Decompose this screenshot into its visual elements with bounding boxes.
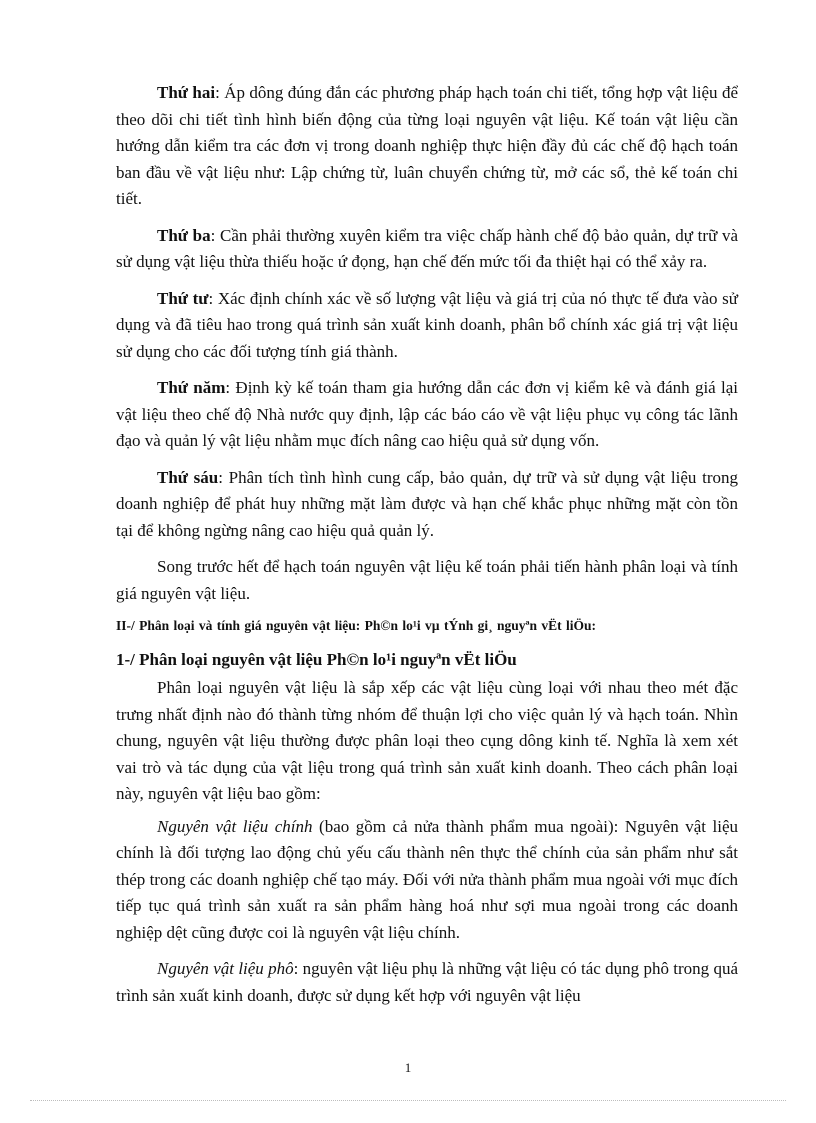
paragraph-aux-material xyxy=(116,956,738,1009)
paragraph-thu-nam xyxy=(116,375,738,455)
paragraph-thu-ba xyxy=(116,223,738,276)
paragraph-classification: Phân loại nguyên vật liệu là sắp xếp các vật liệu cùng loại với nhau theo mét đặc trưng nhất định nào đó thành từng nhóm để thuận lợi cho việc quản lý và hạch toán. Nhìn chung, nguyên vật liệu thường được phân loại theo cụng dông kinh tế. Nghĩa là xem xét vai trò và tác dụng của vật liệu trong quá trình sản xuất kinh doanh. Theo cách phân loại này, nguyên vật liệu bao gồm: xyxy=(116,678,738,803)
paragraph-thu-tu xyxy=(116,286,738,366)
lead-term: Thứ sáu xyxy=(157,467,219,487)
section-heading: II-/ Phân loại và tính giá nguyên vật liệu: Ph©n lo¹i vµ tÝnh gi¸ nguyªn vËt liÖu: xyxy=(116,618,597,633)
subsection-heading: 1-/ Phân loại nguyên vật liệu Ph©n lo¹i nguyªn vËt liÖu xyxy=(116,650,517,669)
paragraph-main-material xyxy=(116,814,738,947)
paragraph-text: : nguyên vật liệu phụ là những vật liệu có tác dụng phô trong quá trình sản xuất kinh doanh, được sử dụng kết hợp với nguyên vật liệu xyxy=(116,959,738,1005)
lead-term: Thứ tư xyxy=(157,288,209,308)
paragraph-text: : Cần phải thường xuyên kiểm tra việc chấp hành chế độ bảo quản, dự trữ và sử dụng vật liệu thừa thiếu hoặc ứ đọng, hạn chế đến mức tối đa thiệt hại có thể xảy ra. xyxy=(116,225,739,271)
main-material-term: Nguyên vật liệu chính xyxy=(157,816,313,836)
page-number: 1 xyxy=(404,1060,412,1075)
paragraph-thu-hai xyxy=(116,80,738,213)
paragraph-thu-sau xyxy=(116,465,738,545)
footer-divider xyxy=(30,1100,786,1101)
lead-term: Thứ ba xyxy=(157,225,211,245)
paragraph-text: : Xác định chính xác về số lượng vật liệu và giá trị của nó thực tế đưa vào sử dụng và đã tiêu hao trong quá trình sản xuất kinh doanh, phân bổ chính xác giá trị vật liệu sử dụng cho các đối tượng tính giá thành. xyxy=(116,288,739,361)
aux-material-term: Nguyên vật liệu phô xyxy=(157,959,294,978)
paragraph-text: : Định kỳ kế toán tham gia hướng dẫn các đơn vị kiểm kê và đánh giá lại vật liệu theo chế độ Nhà nước quy định, lập các báo cáo về vật liệu phục vụ công tác lãnh đạo và quản lý vật liệu nhằm mục đích nâng cao hiệu quả sử dụng vốn. xyxy=(116,378,738,450)
page-content xyxy=(116,80,738,1019)
paragraph-text: : Phân tích tình hình cung cấp, bảo quản, dự trữ và sử dụng vật liệu trong doanh nghiệp để phát huy những mặt làm được và hạn chế khắc phục những mặt còn tồn tại để không ngừng nâng cao hiệu quả quản lý. xyxy=(116,467,738,540)
paragraph-text: (bao gồm cả nửa thành phẩm mua ngoài): Nguyên vật liệu chính là đối tượng lao động chủ yếu cấu thành nên thực thể chính của sản phẩm như sắt thép trong các doanh nghiệp chế tạo máy. Đối với nửa thành phẩm mua ngoài với mục đích tiếp tục quá trình sản xuất ra sản phẩm hàng hoá như sợi mua ngoài trong các doanh nghiệp dệt cũng được coi là nguyên vật liệu chính. xyxy=(116,816,738,942)
paragraph-text: : Áp dông đúng đắn các phương pháp hạch toán chi tiết, tổng hợp vật liệu để theo dõi chi tiết tình hình biến động của từng loại nguyên vật liệu. Kế toán vật liệu cần hướng dẫn kiểm tra các đơn vị trong doanh nghiệp thực hiện đầy đủ các chế độ hạch toán ban đầu về vật liệu như: Lập chứng từ, luân chuyển chứng từ, mở các sổ, thẻ kế toán chi tiết. xyxy=(116,83,738,208)
lead-term: Thứ hai xyxy=(157,83,216,102)
paragraph-intro-closing: Song trước hết để hạch toán nguyên vật liệu kế toán phải tiến hành phân loại và tính giá nguyên vật liệu. xyxy=(116,557,738,603)
lead-term: Thứ năm xyxy=(157,378,226,397)
